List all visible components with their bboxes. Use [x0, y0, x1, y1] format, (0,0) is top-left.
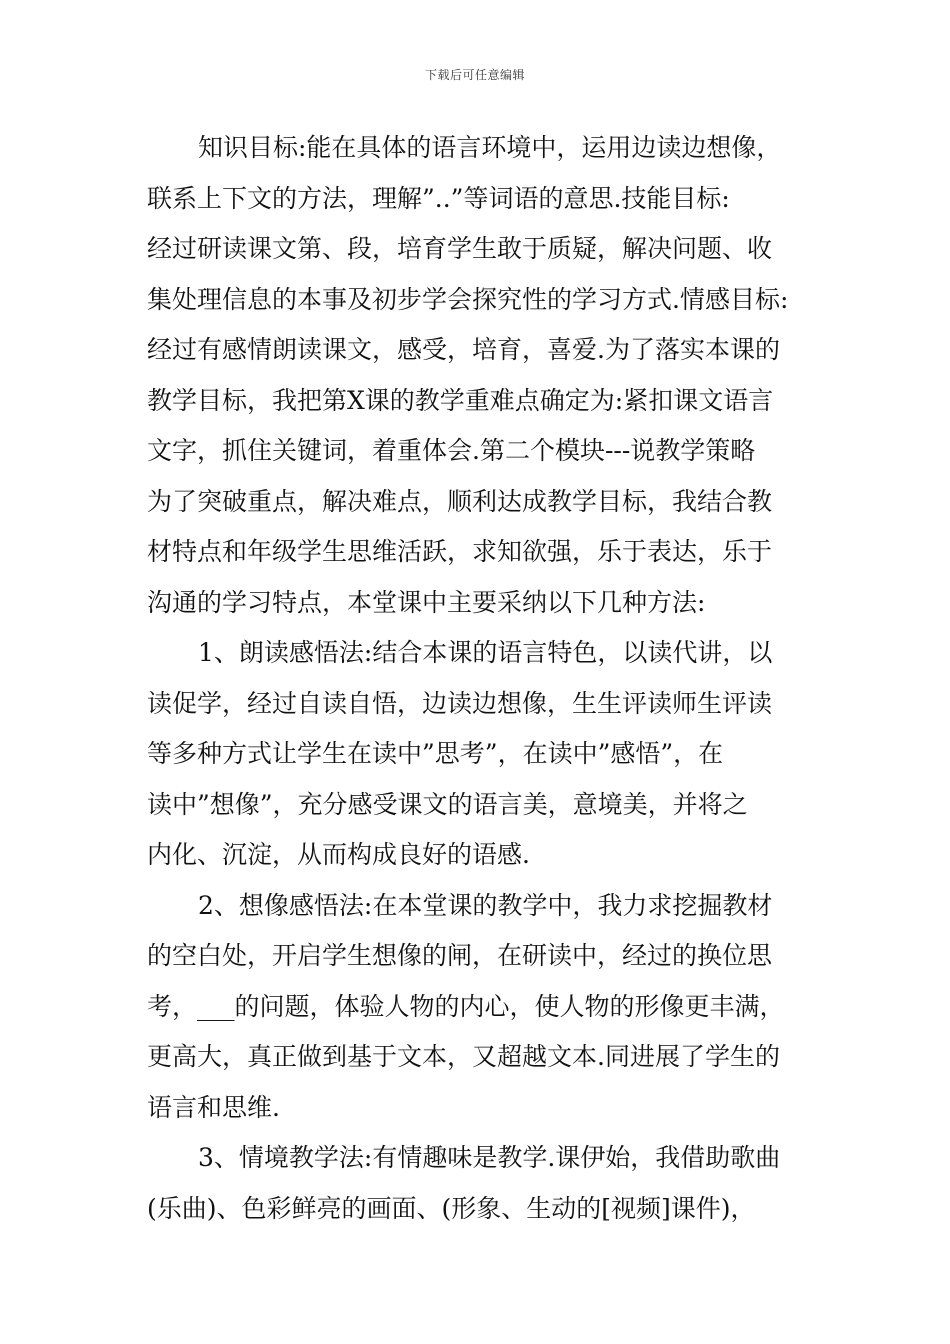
- text-line: 沟通的学习特点，本堂课中主要采纳以下几种方法:: [147, 587, 706, 617]
- text-line: 内化、沉淀，从而构成良好的语感.: [147, 840, 530, 869]
- text-line: 联系上下文的方法，理解”..”等词语的意思.技能目标:: [147, 183, 730, 213]
- text-line: 的空白处，开启学生想像的闸，在研读中，经过的换位思: [147, 941, 773, 970]
- text-line: 经过有感情朗读课文，感受，培育，喜爱.为了落实本课的: [147, 335, 780, 364]
- text-line: 文字，抓住关键词，着重体会.第二个模块---说教学策略: [147, 436, 756, 465]
- text-line: 材特点和年级学生思维活跃，求知欲强，乐于表达，乐于: [147, 537, 773, 566]
- paragraph-method-3: [147, 1133, 819, 1234]
- paragraph-objectives: [147, 123, 819, 628]
- text-line: 经过研读课文第、段，培育学生敢于质疑，解决问题、收: [147, 234, 773, 263]
- text-line: 教学目标，我把第X课的教学重难点确定为:紧扣课文语言: [147, 385, 774, 415]
- text-line: 等多种方式让学生在读中”思考”，在读中”感悟”，在: [147, 739, 724, 768]
- text-line: 读促学，经过自读自悟，边读边想像，生生评读师生评读: [147, 688, 773, 718]
- text-line: 考，___的问题，体验人物的内心，使人物的形像更丰满，: [147, 991, 785, 1021]
- paragraph-method-1: [147, 628, 819, 881]
- text-line: 知识目标:能在具体的语言环境中，运用边读边想像，: [198, 133, 782, 162]
- text-line: 1、朗读感悟法:结合本课的语言特色，以读代讲，以: [198, 638, 773, 667]
- paragraph-method-2: [147, 881, 819, 1134]
- document-body: [147, 123, 819, 1234]
- text-line: 更高大，真正做到基于文本，又超越文本.同进展了学生的: [147, 1042, 780, 1071]
- text-line: 3、情境教学法:有情趣味是教学.课伊始，我借助歌曲: [198, 1143, 781, 1172]
- text-line: (乐曲)、色彩鲜亮的画面、(形象、生动的[视频]课件)，: [147, 1193, 756, 1223]
- page-header: 下载后可任意编辑: [424, 68, 525, 82]
- text-line: 语言和思维.: [147, 1092, 280, 1122]
- text-line: 2、想像感悟法:在本堂课的教学中，我力求挖掘教材: [198, 890, 773, 920]
- text-line: 集处理信息的本事及初步学会探究性的学习方式.情感目标:: [147, 284, 789, 314]
- text-line: 为了突破重点，解决难点，顺利达成教学目标，我结合教: [147, 486, 773, 516]
- text-line: 读中”想像”，充分感受课文的语言美，意境美，并将之: [147, 789, 748, 819]
